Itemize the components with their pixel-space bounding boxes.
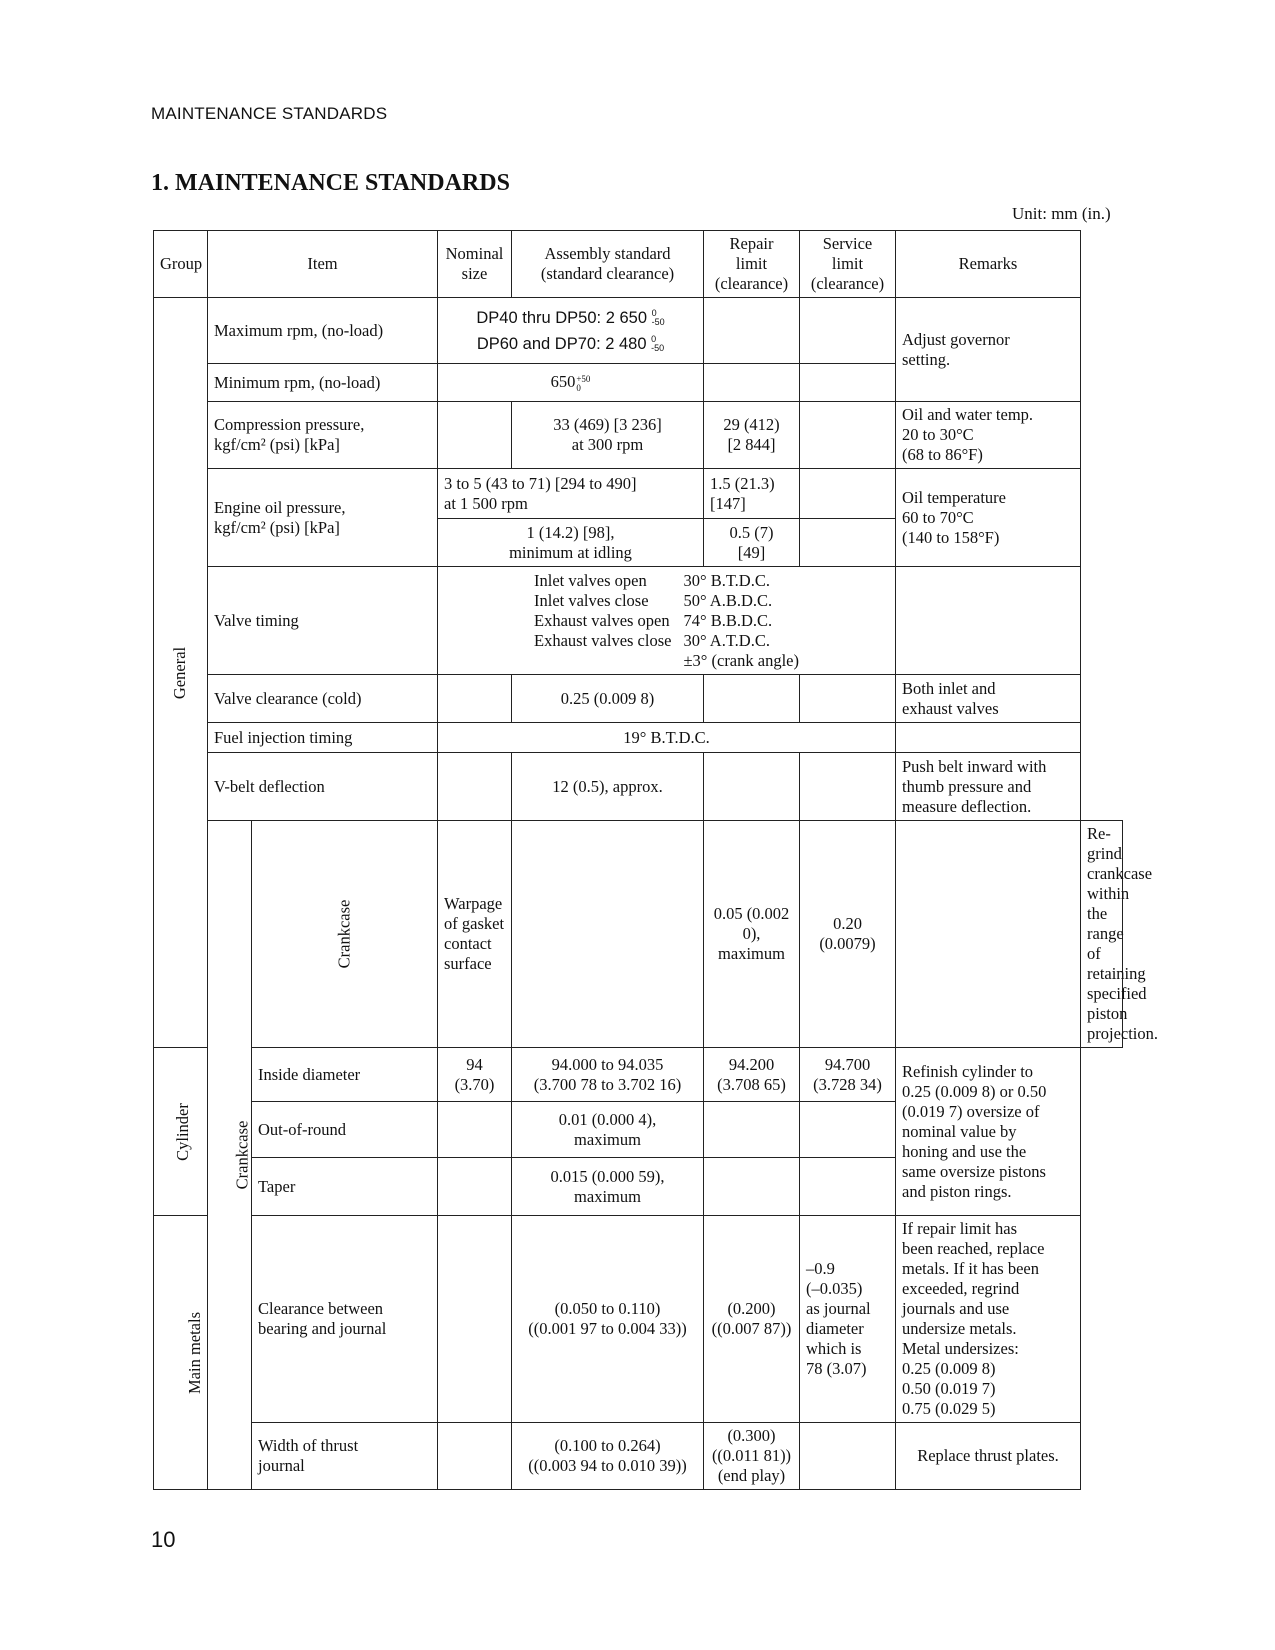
header-assembly-standard: Assembly standard (standard clearance)	[512, 231, 704, 298]
timing-value: 74° B.B.D.C.	[683, 610, 773, 630]
oil-pressure-standard-2: 1 (14.2) [98], minimum at idling	[438, 519, 704, 567]
min-rpm-value: 650+50 0	[438, 364, 704, 402]
v-belt-assembly: 12 (0.5), approx.	[512, 753, 704, 821]
inside-diameter-assembly: 94.000 to 94.035 (3.700 78 to 3.702 16)	[512, 1048, 704, 1102]
warpage-service	[896, 821, 1081, 1048]
item-thrust-journal-width: Width of thrust journal	[252, 1423, 438, 1490]
timing-label	[534, 651, 671, 671]
item-maximum-rpm: Maximum rpm, (no-load)	[208, 298, 438, 364]
taper-nominal	[438, 1158, 512, 1216]
timing-label: Exhaust valves close	[534, 630, 672, 650]
item-warpage: Warpage of gasket contact surface	[438, 821, 512, 1048]
header-remarks: Remarks	[896, 231, 1081, 298]
warpage-nominal	[512, 821, 704, 1048]
subgroup-crankcase: Crankcase	[252, 821, 438, 1048]
valve-clearance-service	[800, 675, 896, 723]
bearing-clearance-repair: (0.200) ((0.007 87))	[704, 1216, 800, 1423]
group-crankcase: Crankcase	[208, 821, 252, 1490]
row-valve-timing	[154, 567, 1123, 675]
compression-service	[800, 402, 896, 469]
thrust-journal-service	[800, 1423, 896, 1490]
compression-nominal	[438, 402, 512, 469]
header-nominal-size: Nominal size	[438, 231, 512, 298]
page-number: 10	[151, 1527, 176, 1552]
group-general: General	[154, 298, 208, 1048]
item-compression-pressure: Compression pressure, kgf/cm² (psi) [kPa]	[208, 402, 438, 469]
item-out-of-round: Out-of-round	[252, 1102, 438, 1158]
remarks-rpm: Adjust governor setting.	[896, 298, 1081, 402]
thrust-journal-assembly: (0.100 to 0.264) ((0.003 94 to 0.010 39))	[512, 1423, 704, 1490]
running-header: MAINTENANCE STANDARDS	[151, 104, 388, 123]
item-valve-timing: Valve timing	[208, 567, 438, 675]
remarks-fuel-injection	[896, 723, 1081, 753]
item-engine-oil-pressure: Engine oil pressure, kgf/cm² (psi) [kPa]	[208, 469, 438, 567]
row-v-belt-deflection	[154, 753, 1123, 821]
header-group: Group	[154, 231, 208, 298]
remarks-oil-pressure: Oil temperature 60 to 70°C (140 to 158°F)	[896, 469, 1081, 567]
timing-value: 30° A.T.D.C.	[683, 630, 770, 650]
header-row	[154, 231, 1123, 298]
out-of-round-assembly: 0.01 (0.000 4), maximum	[512, 1102, 704, 1158]
timing-value: 50° A.B.D.C.	[683, 590, 773, 610]
max-rpm-repair-limit	[704, 298, 800, 364]
bearing-clearance-service: –0.9 (–0.035) as journal diameter which is 78 (3.07)	[800, 1216, 896, 1423]
item-fuel-injection-timing: Fuel injection timing	[208, 723, 438, 753]
thrust-journal-repair: (0.300) ((0.011 81)) (end play)	[704, 1423, 800, 1490]
row-inside-diameter	[154, 1048, 1123, 1102]
valve-timing-list	[534, 571, 799, 671]
item-taper: Taper	[252, 1158, 438, 1216]
v-belt-repair	[704, 753, 800, 821]
warpage-assembly: 0.05 (0.002 0), maximum	[704, 821, 800, 1048]
max-rpm-service-limit	[800, 298, 896, 364]
remarks-warpage: Re-grind crankcase within the range of retaining specified piston projection.	[1081, 821, 1123, 1048]
remarks-valve-timing	[896, 567, 1081, 675]
v-belt-service	[800, 753, 896, 821]
max-rpm-values	[438, 298, 704, 364]
bearing-clearance-nominal	[438, 1216, 512, 1423]
thrust-journal-nominal	[438, 1423, 512, 1490]
header-item: Item	[208, 231, 438, 298]
max-rpm-line-2: DP60 and DP70: 2 480 0 -50	[476, 334, 665, 354]
row-valve-clearance	[154, 675, 1123, 723]
row-compression-pressure	[154, 402, 1123, 469]
remarks-compression: Oil and water temp. 20 to 30°C (68 to 86°F)	[896, 402, 1081, 469]
out-of-round-nominal	[438, 1102, 512, 1158]
row-warpage	[154, 821, 1123, 1048]
fuel-injection-timing-value: 19° B.T.D.C.	[438, 723, 896, 753]
valve-clearance-repair	[704, 675, 800, 723]
valve-clearance-assembly: 0.25 (0.009 8)	[512, 675, 704, 723]
remarks-cylinder: Refinish cylinder to 0.25 (0.009 8) or 0.50 (0.019 7) oversize of nominal value by honing and use the same oversize pistons and piston rings.	[896, 1048, 1081, 1216]
valve-timing-values	[438, 567, 896, 675]
timing-label: Inlet valves open	[534, 570, 647, 590]
item-minimum-rpm: Minimum rpm, (no-load)	[208, 364, 438, 402]
remarks-valve-clearance: Both inlet and exhaust valves	[896, 675, 1081, 723]
inside-diameter-nominal: 94 (3.70)	[438, 1048, 512, 1102]
taper-service	[800, 1158, 896, 1216]
row-thrust-journal	[154, 1423, 1123, 1490]
item-bearing-clearance: Clearance between bearing and journal	[252, 1216, 438, 1423]
timing-label: Inlet valves close	[534, 590, 649, 610]
header-service-limit: Service limit (clearance)	[800, 231, 896, 298]
taper-repair	[704, 1158, 800, 1216]
valve-clearance-nominal	[438, 675, 512, 723]
timing-label: Exhaust valves open	[534, 610, 670, 630]
compression-repair: 29 (412) [2 844]	[704, 402, 800, 469]
max-rpm-line-1: DP40 thru DP50: 2 650 0 -50	[476, 308, 665, 328]
inside-diameter-repair: 94.200 (3.708 65)	[704, 1048, 800, 1102]
row-maximum-rpm	[154, 298, 1123, 364]
item-v-belt-deflection: V-belt deflection	[208, 753, 438, 821]
oil-pressure-standard-1: 3 to 5 (43 to 71) [294 to 490] at 1 500 rpm	[438, 469, 704, 519]
timing-value: 30° B.T.D.C.	[683, 570, 770, 590]
row-oil-pressure-1	[154, 469, 1123, 519]
section-title: 1. MAINTENANCE STANDARDS	[151, 170, 510, 196]
bearing-clearance-assembly: (0.050 to 0.110) ((0.001 97 to 0.004 33))	[512, 1216, 704, 1423]
taper-assembly: 0.015 (0.000 59), maximum	[512, 1158, 704, 1216]
warpage-repair: 0.20 (0.0079)	[800, 821, 896, 1048]
header-repair-limit: Repair limit (clearance)	[704, 231, 800, 298]
item-inside-diameter: Inside diameter	[252, 1048, 438, 1102]
remarks-thrust-journal: Replace thrust plates.	[896, 1423, 1081, 1490]
compression-assembly: 33 (469) [3 236] at 300 rpm	[512, 402, 704, 469]
inside-diameter-service: 94.700 (3.728 34)	[800, 1048, 896, 1102]
maintenance-standards-table	[153, 230, 1159, 1490]
subgroup-main-metals: Main metals	[154, 1216, 208, 1490]
oil-pressure-repair-1: 1.5 (21.3) [147]	[704, 469, 800, 519]
remarks-v-belt: Push belt inward with thumb pressure and measure deflection.	[896, 753, 1081, 821]
remarks-bearing-clearance: If repair limit has been reached, replace metals. If it has been exceeded, regrind journals and use undersize metals. Metal undersizes: 0.25 (0.009 8) 0.50 (0.019 7) 0.75 (0.029 5)	[896, 1216, 1081, 1423]
oil-pressure-service-2	[800, 519, 896, 567]
row-bearing-clearance	[154, 1216, 1123, 1423]
min-rpm-service-limit	[800, 364, 896, 402]
row-fuel-injection-timing	[154, 723, 1123, 753]
timing-value: ±3° (crank angle)	[683, 650, 799, 670]
v-belt-nominal	[438, 753, 512, 821]
oil-pressure-repair-2: 0.5 (7) [49]	[704, 519, 800, 567]
unit-note: Unit: mm (in.)	[1012, 204, 1111, 223]
min-rpm-repair-limit	[704, 364, 800, 402]
out-of-round-repair	[704, 1102, 800, 1158]
subgroup-cylinder: Cylinder	[154, 1048, 208, 1216]
oil-pressure-service-1	[800, 469, 896, 519]
item-valve-clearance: Valve clearance (cold)	[208, 675, 438, 723]
out-of-round-service	[800, 1102, 896, 1158]
